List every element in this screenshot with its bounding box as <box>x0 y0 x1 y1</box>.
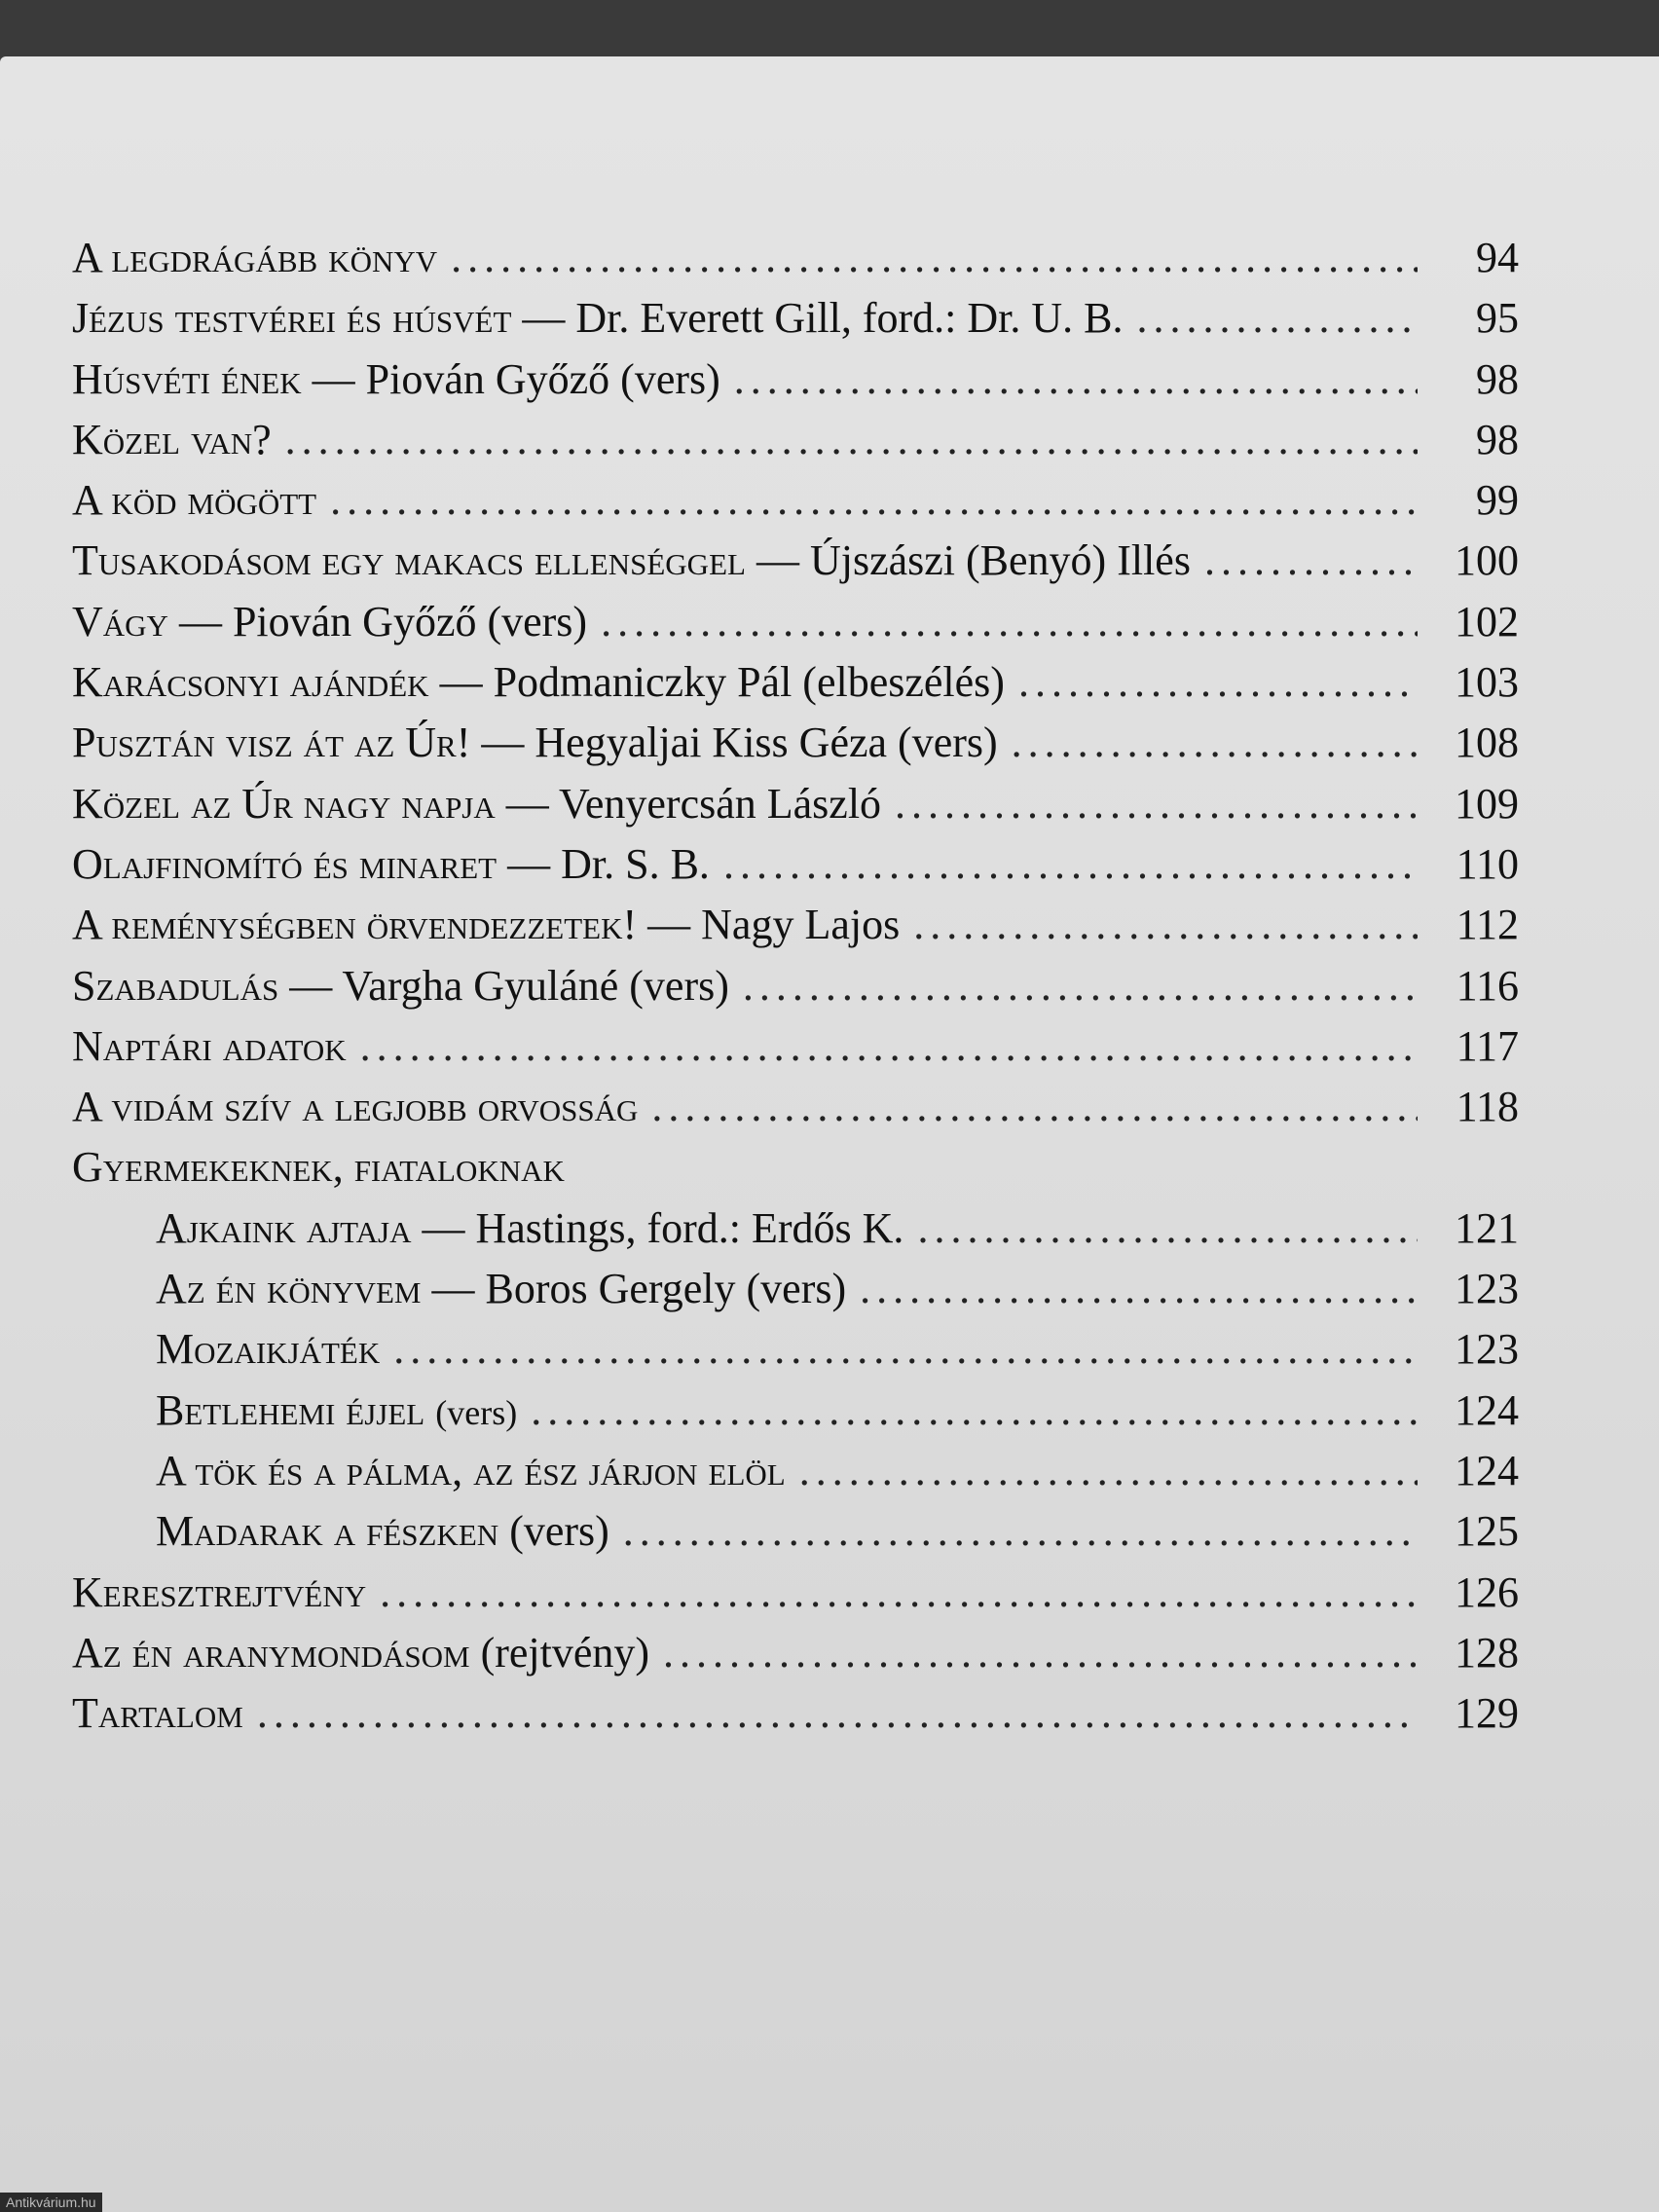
toc-author: — Boros Gergely (vers) <box>431 1265 847 1313</box>
toc-title: Szabadulás <box>72 961 279 1010</box>
dot-leader <box>451 228 1418 288</box>
toc-title: Tusakodásom egy makacs ellenséggel <box>72 536 746 585</box>
toc-page-number: 128 <box>1455 1628 1519 1677</box>
toc-page-number: 123 <box>1455 1325 1519 1374</box>
dot-leader <box>1137 288 1418 349</box>
toc-title: Madarak a fészken <box>156 1507 499 1556</box>
toc-entry <box>72 410 1519 470</box>
toc-entry <box>72 1683 1519 1744</box>
toc-author: — Hastings, ford.: Erdős K. <box>422 1203 904 1252</box>
toc-page-number: 124 <box>1455 1446 1519 1494</box>
toc-page-number: 99 <box>1476 476 1519 525</box>
dot-leader <box>601 592 1418 652</box>
toc-title: Pusztán visz át az Úr! <box>72 719 471 767</box>
toc-page-number: 94 <box>1476 234 1519 281</box>
toc-entry <box>72 956 1519 1016</box>
toc-title: Az én könyvem <box>156 1265 422 1313</box>
toc-title: Betlehemi éjjel <box>156 1385 425 1434</box>
watermark-logo: Antikvárium.hu <box>0 2193 102 2212</box>
dot-leader <box>734 350 1418 410</box>
toc-entry <box>72 1016 1519 1077</box>
toc-entry <box>72 895 1519 955</box>
toc-entry <box>72 1623 1519 1683</box>
toc-page-number: 123 <box>1455 1265 1519 1313</box>
dot-leader <box>393 1319 1418 1380</box>
toc-entry <box>72 1441 1519 1501</box>
dot-leader <box>651 1077 1418 1137</box>
toc-title: Közel van? <box>72 415 272 463</box>
toc-title: Az én aranymondásom <box>72 1628 470 1677</box>
toc-page-number: 110 <box>1456 839 1519 888</box>
toc-entry <box>72 1563 1519 1623</box>
toc-page-number: 95 <box>1476 294 1519 343</box>
toc-page-number: 116 <box>1456 961 1519 1010</box>
dot-leader <box>895 774 1418 834</box>
toc-title: A tök és a pálma, az ész járjon elöl <box>156 1446 786 1494</box>
toc-page-number: 112 <box>1456 901 1519 949</box>
toc-title: Jézus testvérei és húsvét <box>72 294 512 343</box>
toc-author: — Vargha Gyuláné (vers) <box>289 961 729 1010</box>
toc-author: — Dr. S. B. <box>507 839 710 888</box>
toc-entry <box>72 834 1519 895</box>
toc-author: — Piován Győző (vers) <box>312 354 720 403</box>
toc-entry <box>72 1259 1519 1319</box>
dot-leader <box>723 834 1418 895</box>
dot-leader <box>1204 531 1418 591</box>
toc-page-number: 108 <box>1455 719 1519 767</box>
toc-title: Közel az Úr nagy napja <box>72 779 496 828</box>
toc-page-number: 100 <box>1455 536 1519 585</box>
dot-leader <box>330 470 1418 531</box>
toc-title: Olajfinomító és minaret <box>72 839 498 888</box>
toc-author: — Dr. Everett Gill, ford.: Dr. U. B. <box>522 294 1124 343</box>
dot-leader <box>1018 652 1418 713</box>
toc-title: Tartalom <box>72 1689 243 1738</box>
toc-author: — Venyercsán László <box>505 779 882 828</box>
toc-title: A vidám szív a legjobb orvosság <box>72 1083 639 1131</box>
toc-author: — Hegyaljai Kiss Géza (vers) <box>481 719 998 767</box>
toc-page-number: 109 <box>1455 779 1519 828</box>
toc-section-heading <box>72 1137 1519 1198</box>
toc-entry <box>72 470 1519 531</box>
toc-page-number: 129 <box>1455 1689 1519 1738</box>
toc-title: Vágy <box>72 597 168 645</box>
toc-entry <box>72 1198 1519 1259</box>
toc-entry <box>72 1501 1519 1562</box>
toc-entry <box>72 531 1519 591</box>
dot-leader <box>531 1381 1418 1441</box>
toc-page-number: 117 <box>1456 1021 1519 1070</box>
toc-title: Keresztrejtvény <box>72 1567 367 1616</box>
toc-title: A legdrágább könyv <box>72 234 438 281</box>
toc-author: — Podmaniczky Pál (elbeszélés) <box>439 658 1005 707</box>
dot-leader <box>799 1441 1418 1501</box>
dot-leader <box>860 1259 1418 1319</box>
toc-title: A reménységben örvendezzetek! <box>72 901 638 949</box>
toc-title: Karácsonyi ajándék <box>72 658 429 707</box>
dot-leader <box>623 1501 1418 1562</box>
toc-author: — Újszászi (Benyó) Illés <box>756 536 1191 585</box>
dot-leader <box>285 410 1418 470</box>
dot-leader <box>743 956 1418 1016</box>
book-page <box>0 56 1659 2212</box>
dot-leader <box>913 895 1418 955</box>
toc-entry <box>72 592 1519 652</box>
toc-author: (rejtvény) <box>480 1628 650 1677</box>
dot-leader <box>360 1016 1418 1077</box>
dot-leader <box>257 1683 1418 1744</box>
toc-entry <box>72 350 1519 410</box>
toc-title: Húsvéti ének <box>72 354 302 403</box>
toc-entry <box>72 228 1519 288</box>
toc-page-number: 103 <box>1455 658 1519 707</box>
toc-author: — Nagy Lajos <box>647 901 901 949</box>
toc-title: A köd mögött <box>72 476 317 525</box>
toc-title: Mozaikjáték <box>156 1325 381 1374</box>
toc-page-number: 118 <box>1456 1083 1519 1131</box>
toc-entry <box>72 1319 1519 1380</box>
toc-author: (vers) <box>509 1507 609 1556</box>
toc-author: — Piován Győző (vers) <box>178 597 588 645</box>
toc-page-number: 98 <box>1476 354 1519 403</box>
toc-page-number: 98 <box>1476 415 1519 463</box>
dot-leader <box>380 1563 1418 1623</box>
toc-page-number: 124 <box>1455 1385 1519 1434</box>
toc-page-number: 125 <box>1455 1507 1519 1556</box>
dot-leader <box>917 1198 1418 1259</box>
toc-page-number: 121 <box>1455 1203 1519 1252</box>
table-of-contents <box>72 228 1519 1744</box>
toc-page-number: 102 <box>1455 597 1519 645</box>
toc-page-number: 126 <box>1455 1567 1519 1616</box>
toc-entry <box>72 1381 1519 1441</box>
toc-author: (vers) <box>435 1392 518 1432</box>
dot-leader <box>663 1623 1418 1683</box>
toc-entry <box>72 774 1519 834</box>
dot-leader <box>1012 713 1418 773</box>
toc-entry <box>72 713 1519 773</box>
toc-title: Ajkaink ajtaja <box>156 1203 412 1252</box>
toc-title: Naptári adatok <box>72 1021 347 1070</box>
toc-entry <box>72 652 1519 713</box>
toc-entry <box>72 1077 1519 1137</box>
toc-title: Gyermekeknek, fiataloknak <box>72 1143 565 1192</box>
toc-entry <box>72 288 1519 349</box>
